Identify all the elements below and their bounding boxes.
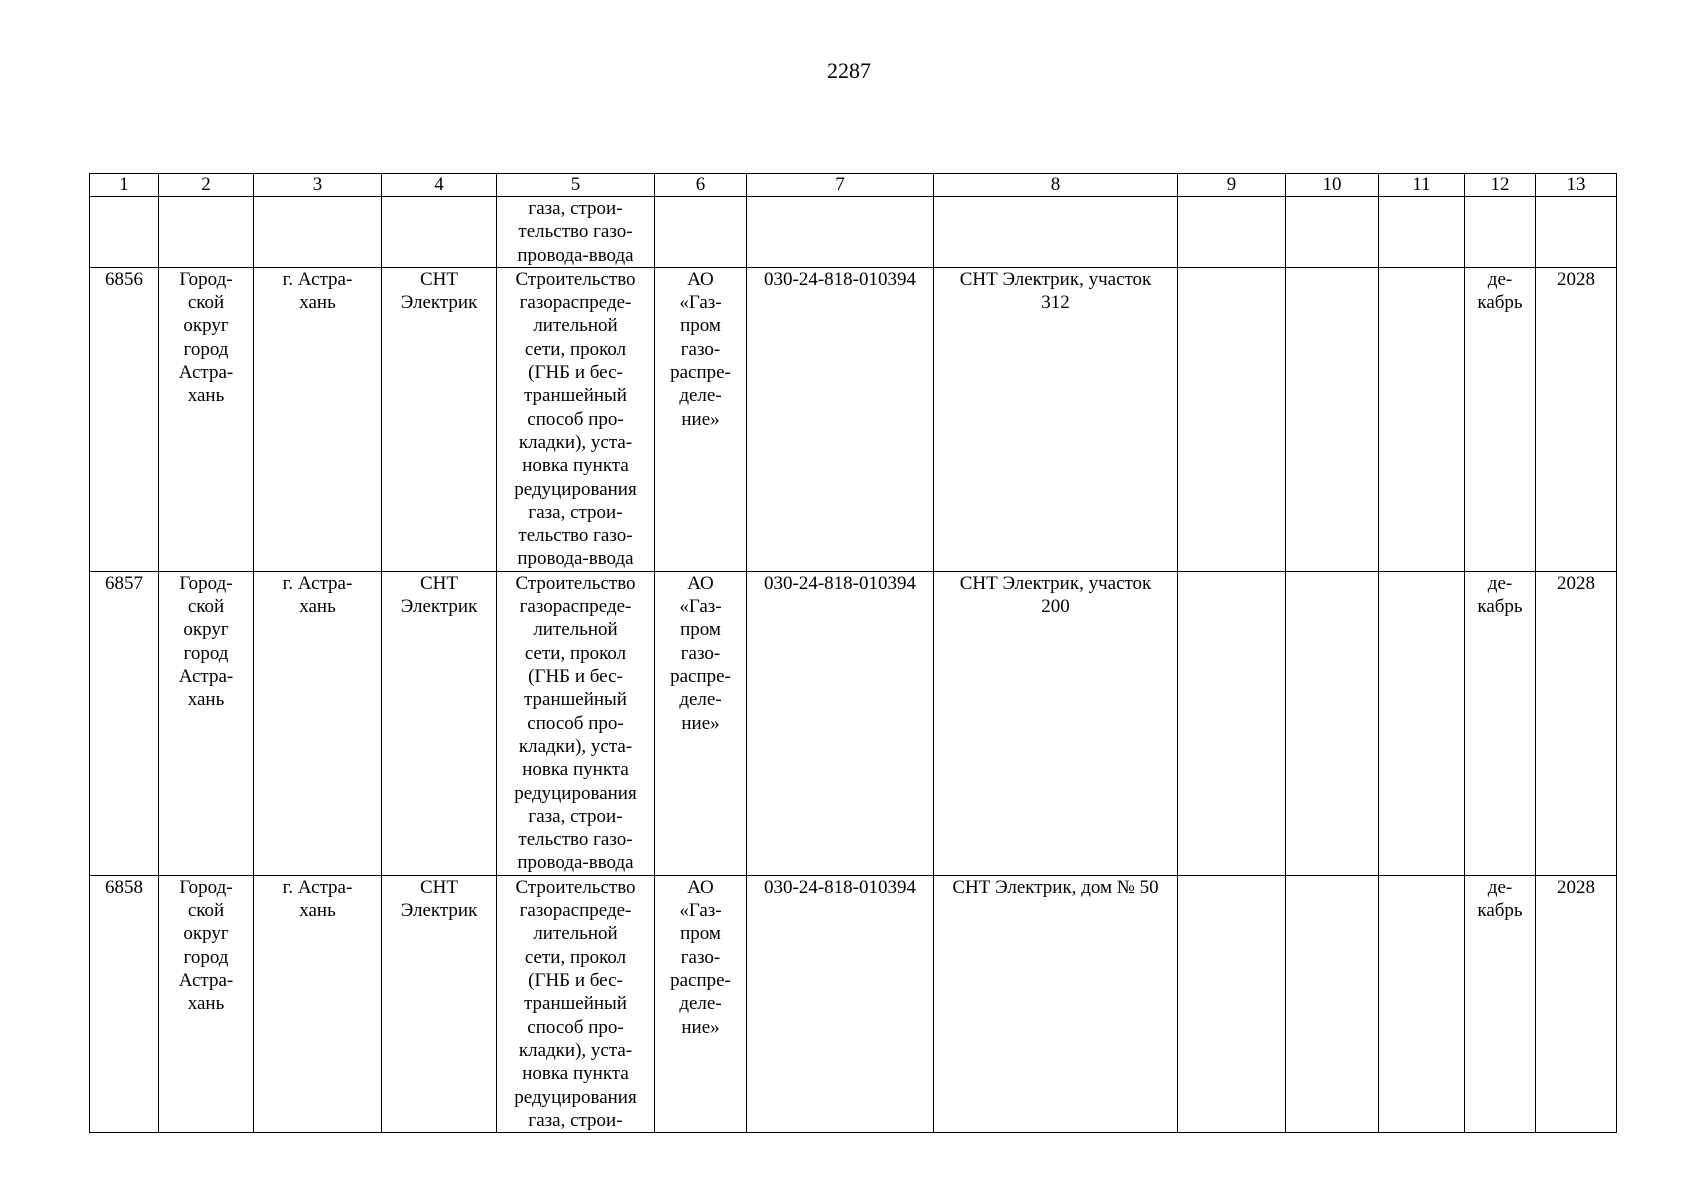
- table-cell: СНТ Электрик: [382, 571, 497, 875]
- table-cell: АО «Газ- пром газо- распре- деле- ние»: [655, 267, 747, 571]
- table-cell: СНТ Электрик: [382, 875, 497, 1132]
- table-cell: [1178, 875, 1286, 1132]
- table-cell: [1178, 267, 1286, 571]
- table-body: [90, 197, 1617, 1133]
- table-cell: [1379, 571, 1465, 875]
- table-cell: СНТ Электрик, участок 312: [934, 267, 1178, 571]
- table-cell: Город- ской округ город Астра- хань: [159, 571, 254, 875]
- column-header: 12: [1465, 174, 1536, 197]
- column-header: 1: [90, 174, 159, 197]
- table-cell: [747, 197, 934, 268]
- page-number: 2287: [827, 58, 871, 83]
- table-row: [90, 875, 1617, 1132]
- table-cell: [1178, 571, 1286, 875]
- table-cell: газа, строи- тельство газо- провода-ввода: [497, 197, 655, 268]
- table-cell: [1286, 571, 1379, 875]
- table-cell: де- кабрь: [1465, 571, 1536, 875]
- table-cell: [1286, 197, 1379, 268]
- table-cell: [1379, 267, 1465, 571]
- table-cell: [1536, 197, 1617, 268]
- table-row: [90, 267, 1617, 571]
- table-cell: [1286, 267, 1379, 571]
- register-table: [89, 173, 1617, 1133]
- column-header: 11: [1379, 174, 1465, 197]
- table-cell: г. Астра- хань: [254, 875, 382, 1132]
- table-cell: де- кабрь: [1465, 267, 1536, 571]
- table-cell: г. Астра- хань: [254, 571, 382, 875]
- table-cell: г. Астра- хань: [254, 267, 382, 571]
- table-header: [90, 174, 1617, 197]
- table-cell: 030-24-818-010394: [747, 267, 934, 571]
- column-header: 8: [934, 174, 1178, 197]
- table-cell: Строительство газораспреде- лительной сети, прокол (ГНБ и бес- траншейный способ про- кладки), уста- новка пункта редуцирования газа, строи- тельство газо- провода-ввода: [497, 571, 655, 875]
- column-header: 5: [497, 174, 655, 197]
- column-header: 6: [655, 174, 747, 197]
- column-header: 3: [254, 174, 382, 197]
- column-header: 10: [1286, 174, 1379, 197]
- column-header: 4: [382, 174, 497, 197]
- table-cell: [934, 197, 1178, 268]
- table-cell: 2028: [1536, 875, 1617, 1132]
- table-cell: [90, 197, 159, 268]
- table-cell: Строительство газораспреде- лительной сети, прокол (ГНБ и бес- траншейный способ про- кладки), уста- новка пункта редуцирования газа, строи-: [497, 875, 655, 1132]
- table-cell: [1178, 197, 1286, 268]
- table-cell: [655, 197, 747, 268]
- table-cell: Город- ской округ город Астра- хань: [159, 875, 254, 1132]
- table-cell: [254, 197, 382, 268]
- table-cell: де- кабрь: [1465, 875, 1536, 1132]
- column-header: 7: [747, 174, 934, 197]
- table-cell: [1379, 875, 1465, 1132]
- table-cell: АО «Газ- пром газо- распре- деле- ние»: [655, 875, 747, 1132]
- table-cell: [382, 197, 497, 268]
- table-cell: 2028: [1536, 267, 1617, 571]
- table-cell: [159, 197, 254, 268]
- table-cell: 030-24-818-010394: [747, 875, 934, 1132]
- table-cell: 6858: [90, 875, 159, 1132]
- table-cell: 6856: [90, 267, 159, 571]
- table-cell: АО «Газ- пром газо- распре- деле- ние»: [655, 571, 747, 875]
- table-cell: [1465, 197, 1536, 268]
- header-row: [90, 174, 1617, 197]
- column-header: 13: [1536, 174, 1617, 197]
- table-row: [90, 571, 1617, 875]
- table-cell: СНТ Электрик, дом № 50: [934, 875, 1178, 1132]
- continuation-row: [90, 197, 1617, 268]
- table-cell: 030-24-818-010394: [747, 571, 934, 875]
- table-cell: 2028: [1536, 571, 1617, 875]
- table-cell: [1379, 197, 1465, 268]
- table-cell: Строительство газораспреде- лительной сети, прокол (ГНБ и бес- траншейный способ про- кладки), уста- новка пункта редуцирования газа, строи- тельство газо- провода-ввода: [497, 267, 655, 571]
- column-header: 2: [159, 174, 254, 197]
- table-cell: 6857: [90, 571, 159, 875]
- column-header: 9: [1178, 174, 1286, 197]
- table-cell: СНТ Электрик, участок 200: [934, 571, 1178, 875]
- table-cell: СНТ Электрик: [382, 267, 497, 571]
- table-cell: [1286, 875, 1379, 1132]
- table-cell: Город- ской округ город Астра- хань: [159, 267, 254, 571]
